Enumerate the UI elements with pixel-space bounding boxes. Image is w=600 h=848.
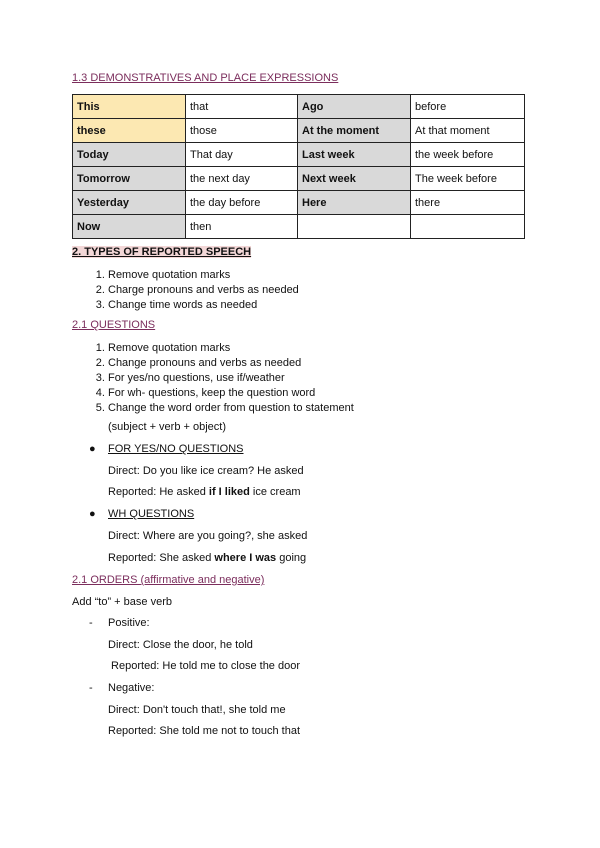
reported-prefix: Reported: He asked bbox=[108, 486, 209, 498]
demonstratives-table bbox=[72, 94, 525, 239]
orders-intro: Add “to” + base verb bbox=[72, 596, 172, 608]
yesno-heading: FOR YES/NO QUESTIONS bbox=[108, 443, 244, 455]
table-key-cell: Today bbox=[73, 143, 186, 167]
table-key-cell: Now bbox=[73, 215, 186, 239]
reported-prefix: Reported: She asked bbox=[108, 552, 215, 564]
questions-list bbox=[72, 341, 354, 416]
yesno-direct: Direct: Do you like ice cream? He asked bbox=[108, 465, 304, 477]
reported-suffix: going bbox=[276, 552, 307, 564]
section-2-1-questions-title: 2.1 QUESTIONS bbox=[72, 319, 156, 331]
list-item: 1. Remove quotation marks bbox=[108, 341, 354, 356]
table-row bbox=[73, 95, 525, 119]
table-row bbox=[73, 215, 525, 239]
table-key-cell: At the moment bbox=[298, 119, 411, 143]
table-key-cell: Next week bbox=[298, 167, 411, 191]
table-value-cell bbox=[411, 215, 525, 239]
wh-reported bbox=[108, 552, 306, 564]
wh-heading: WH QUESTIONS bbox=[108, 508, 195, 520]
table-row bbox=[73, 191, 525, 215]
table-value-cell: there bbox=[411, 191, 525, 215]
table-value-cell: those bbox=[186, 119, 298, 143]
negative-direct: Direct: Don't touch that!, she told me bbox=[108, 704, 286, 716]
wh-direct: Direct: Where are you going?, she asked bbox=[108, 530, 308, 542]
positive-direct: Direct: Close the door, he told bbox=[108, 639, 253, 651]
table-value-cell: the day before bbox=[186, 191, 298, 215]
table-row bbox=[73, 119, 525, 143]
word-order-note: (subject + verb + object) bbox=[108, 421, 227, 433]
table-key-cell: Yesterday bbox=[73, 191, 186, 215]
bullet-icon: ● bbox=[89, 443, 96, 455]
table-value-cell: before bbox=[411, 95, 525, 119]
table-value-cell: The week before bbox=[411, 167, 525, 191]
negative-reported: Reported: She told me not to touch that bbox=[108, 725, 301, 737]
list-item: 3. For yes/no questions, use if/weather bbox=[108, 371, 354, 386]
table-key-cell: Ago bbox=[298, 95, 411, 119]
table-value-cell: That day bbox=[186, 143, 298, 167]
section-2-list bbox=[72, 268, 299, 313]
table-key-cell: Last week bbox=[298, 143, 411, 167]
dash-icon: - bbox=[89, 617, 93, 629]
table-key-cell: This bbox=[73, 95, 186, 119]
list-item: 5. Change the word order from question to statement bbox=[108, 401, 354, 416]
table-value-cell: the next day bbox=[186, 167, 298, 191]
table-value-cell: At that moment bbox=[411, 119, 525, 143]
reported-bold: if I liked bbox=[208, 486, 250, 498]
table-row bbox=[73, 167, 525, 191]
table-key-cell: Here bbox=[298, 191, 411, 215]
table-row bbox=[73, 143, 525, 167]
table-key-cell: Tomorrow bbox=[73, 167, 186, 191]
table-value-cell: then bbox=[186, 215, 298, 239]
demonstratives-table-wrap bbox=[72, 94, 525, 239]
section-2-1-orders-title: 2.1 ORDERS (affirmative and negative) bbox=[72, 574, 265, 586]
section-1-3-title: 1.3 DEMONSTRATIVES AND PLACE EXPRESSIONS bbox=[72, 72, 339, 84]
bullet-icon: ● bbox=[89, 508, 96, 520]
yesno-reported bbox=[108, 486, 301, 498]
table-value-cell: that bbox=[186, 95, 298, 119]
reported-bold: where I was bbox=[214, 552, 277, 564]
table-value-cell: the week before bbox=[411, 143, 525, 167]
table-key-cell bbox=[298, 215, 411, 239]
positive-reported: Reported: He told me to close the door bbox=[108, 660, 300, 672]
positive-label: Positive: bbox=[108, 617, 150, 629]
list-item: 2. Change pronouns and verbs as needed bbox=[108, 356, 354, 371]
negative-label: Negative: bbox=[108, 682, 155, 694]
reported-suffix: ice cream bbox=[249, 486, 301, 498]
list-item: 2. Charge pronouns and verbs as needed bbox=[108, 283, 299, 298]
dash-icon: - bbox=[89, 682, 93, 694]
table-key-cell: these bbox=[73, 119, 186, 143]
list-item: 1. Remove quotation marks bbox=[108, 268, 299, 283]
list-item: 3. Change time words as needed bbox=[108, 298, 299, 313]
list-item: 4. For wh- questions, keep the question word bbox=[108, 386, 354, 401]
section-2-title: 2. TYPES OF REPORTED SPEECH bbox=[72, 246, 252, 258]
